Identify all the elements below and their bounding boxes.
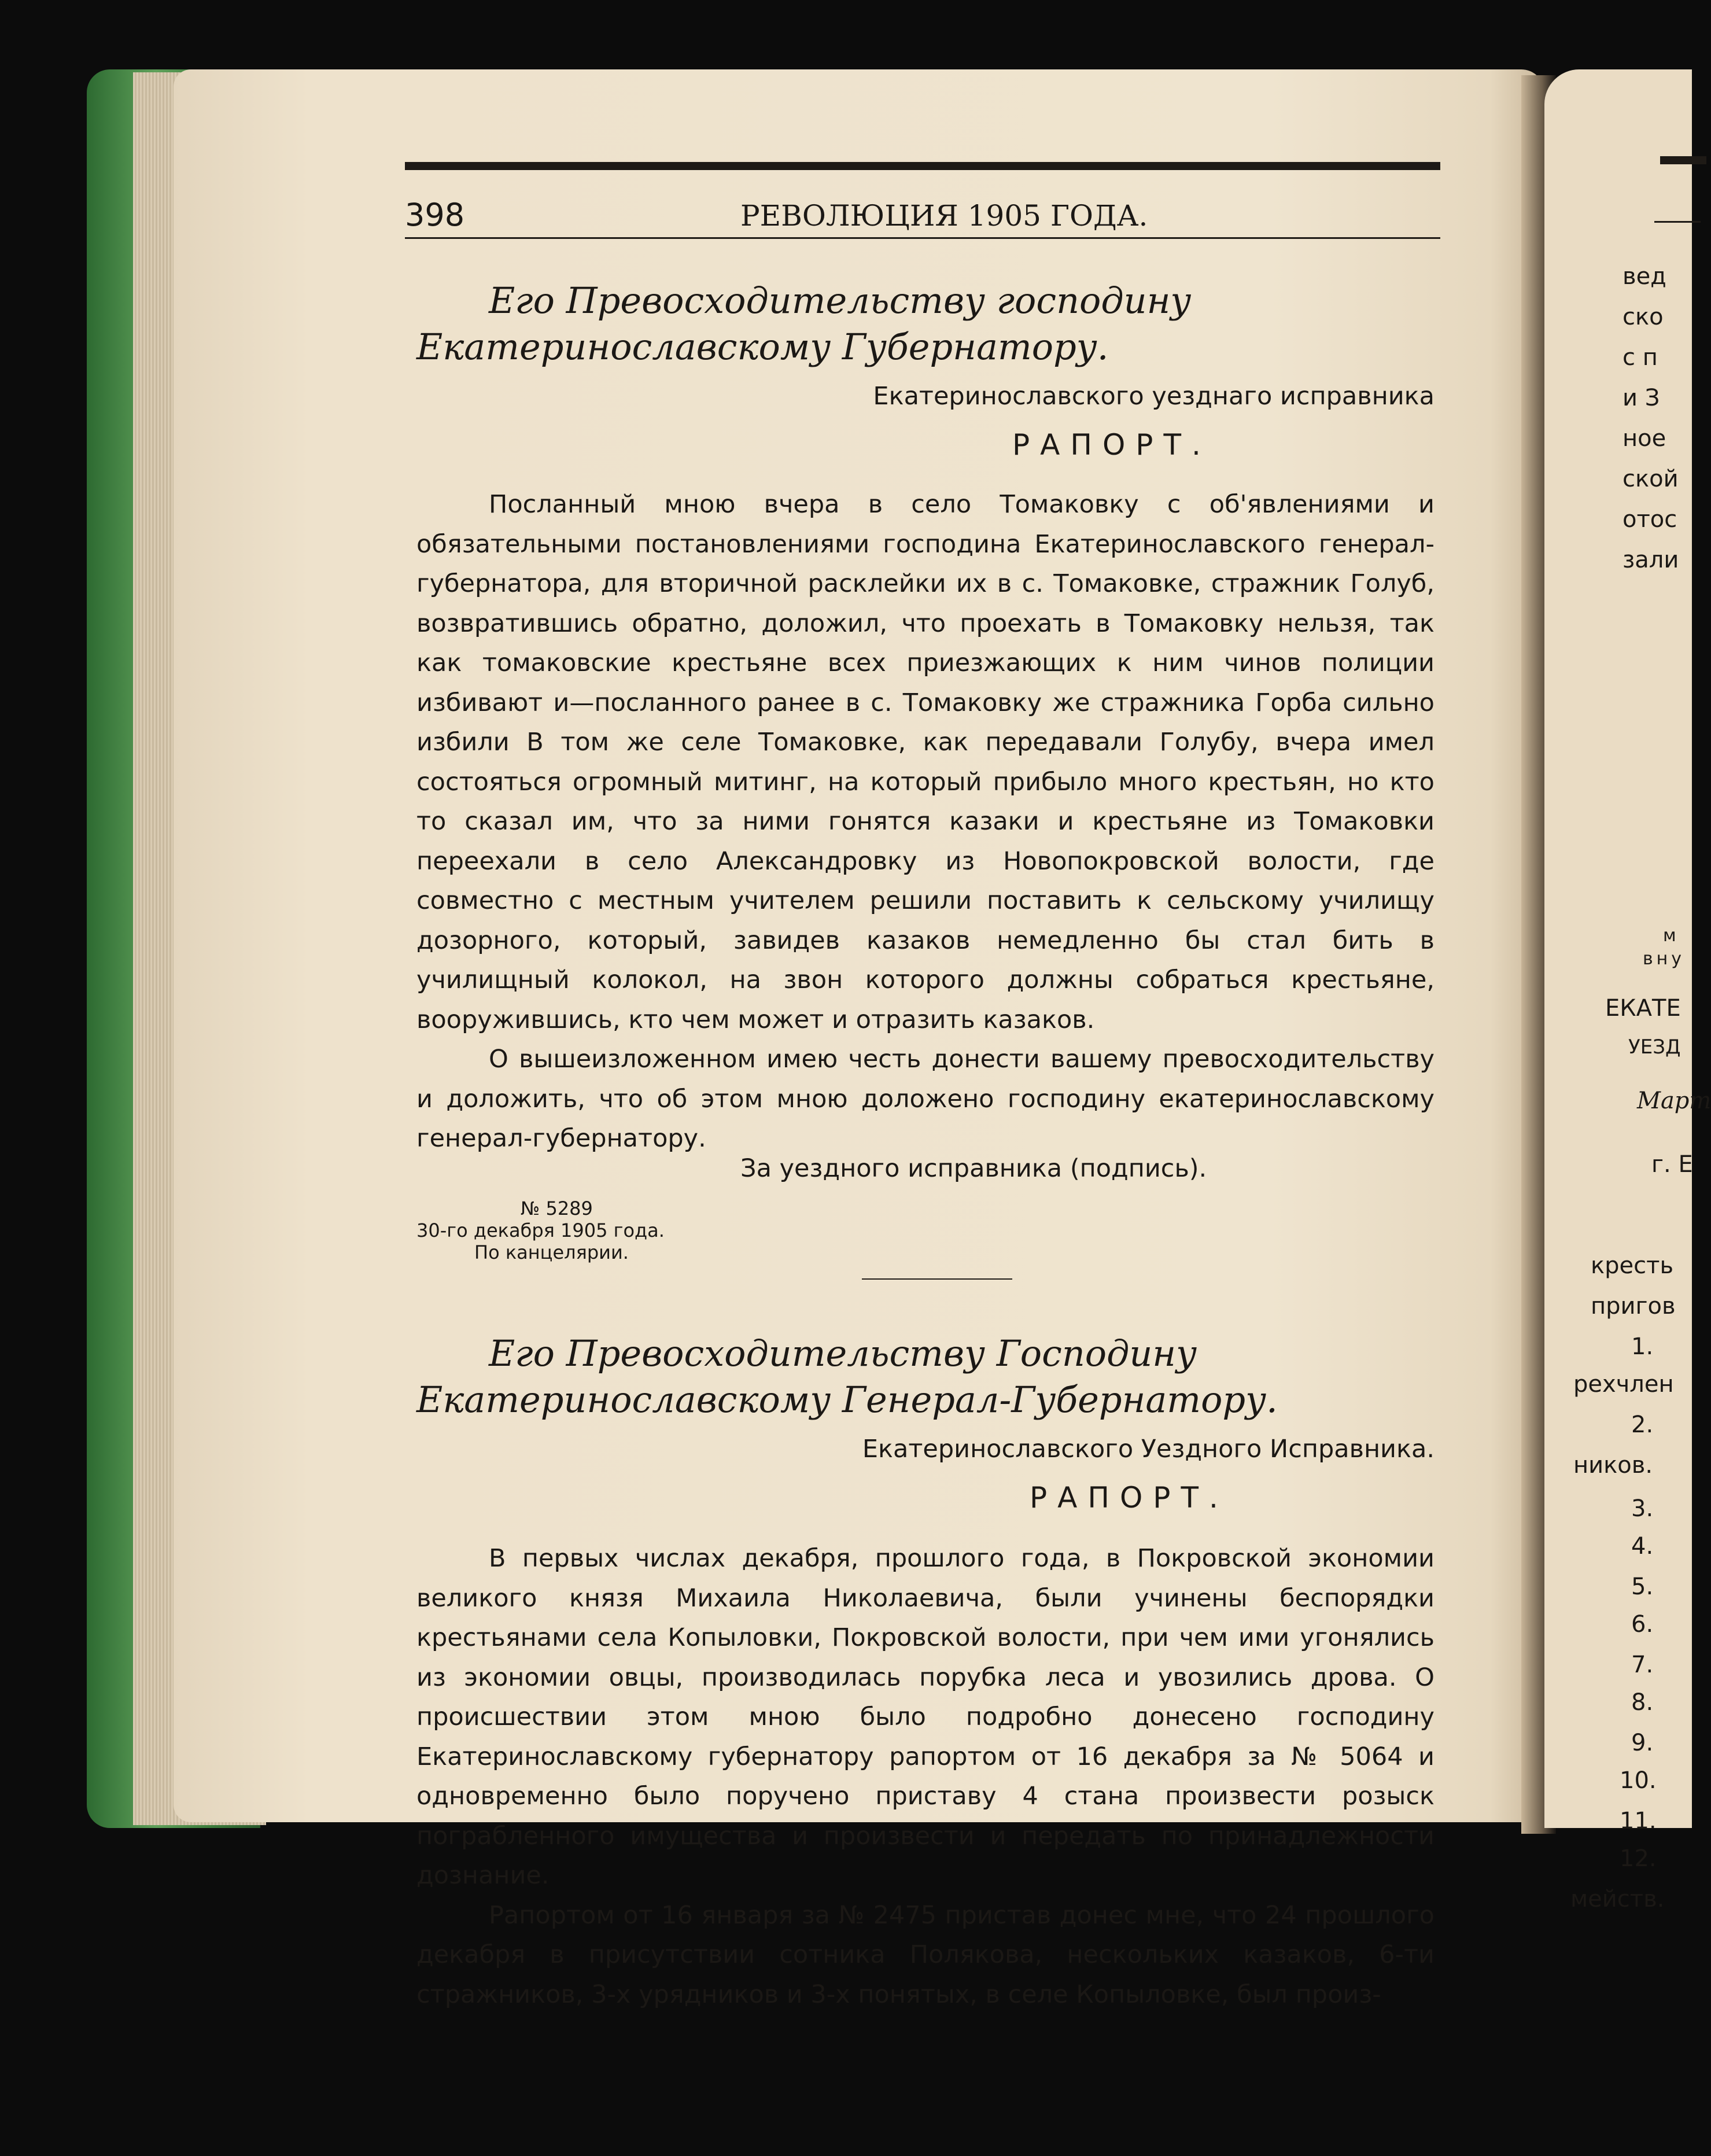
- report2-body: [416, 1539, 1435, 2014]
- right-fragment: рехчлен: [1573, 1371, 1674, 1398]
- report1-heading: РАПОРТ.: [1012, 428, 1211, 462]
- left-page: [174, 69, 1544, 2009]
- report2-paragraph: Рапортом от 16 января за № 2475 пристав донес мне, что 24 прошлого декабря в присутствии сотника Полякова, нескольких казаков, 6-ти стражников, 3-х урядников и 3-х понятых, в селе Копыловке, был произ-: [416, 1900, 1435, 2009]
- right-fragment: г. Е: [1651, 1151, 1693, 1178]
- right-fragment: с п: [1623, 344, 1658, 371]
- right-fragment: УЕЗД: [1628, 1035, 1681, 1059]
- right-fragment: ников.: [1573, 1452, 1653, 1479]
- report1-date: 30-го декабря 1905 года.: [416, 1219, 665, 1241]
- report1-office: По канцелярии.: [474, 1241, 629, 1263]
- section-divider: [862, 1278, 1012, 1280]
- right-fragment: 2.: [1631, 1411, 1654, 1438]
- right-fragment: кресть: [1591, 1252, 1674, 1279]
- right-fragment: ЕКАТЕ: [1605, 995, 1681, 1022]
- right-fragment: зали: [1623, 547, 1679, 573]
- right-fragment: 8.: [1631, 1689, 1654, 1716]
- right-fragment: м: [1663, 926, 1676, 946]
- running-header: [405, 191, 1440, 237]
- running-title: РЕВОЛЮЦИЯ 1905 ГОДА.: [740, 199, 1148, 233]
- page-number: 398: [405, 197, 465, 233]
- report1-from: Екатеринославского уезднаго исправника: [873, 382, 1435, 411]
- report2-from: Екатеринославского Уездного Исправника.: [862, 1435, 1435, 1464]
- header-bottom-rule: [405, 237, 1440, 239]
- right-fragment: 7.: [1631, 1652, 1654, 1678]
- report1-paragraph: О вышеизложенном имею честь донести вашему превосходительству и доложить, что об этом мною доложено господину екатеринославскому генерал-губернатору.: [416, 1045, 1435, 1153]
- right-fragment: 10.: [1620, 1767, 1657, 1794]
- right-fragment: ное: [1623, 425, 1666, 452]
- report1-signature: За уездного исправника (подпись).: [740, 1154, 1207, 1183]
- right-header-rule: [1660, 156, 1706, 164]
- report2-address: Его Превосходительству Господину Екатеринославскому Генерал-Губернатору.: [416, 1332, 1278, 1421]
- right-fragment: 12.: [1620, 1845, 1657, 1872]
- right-fragment: ской: [1623, 466, 1679, 492]
- right-fragment: вну: [1643, 949, 1686, 969]
- right-fragment: пригов: [1591, 1293, 1676, 1320]
- right-fragment: 9.: [1631, 1730, 1654, 1756]
- right-header-thin-rule: [1654, 221, 1701, 223]
- report1-number: № 5289: [521, 1197, 593, 1219]
- header-top-rule: [405, 162, 1440, 170]
- right-fragment: ско: [1623, 304, 1664, 330]
- right-fragment: 11.: [1620, 1808, 1657, 1834]
- right-fragment: 4.: [1631, 1533, 1654, 1560]
- report2-paragraph: В первых числах декабря, прошлого года, в Покровской экономии великого князя Михаила Николаевича, были учинены беспорядки крестьянами села Копыловки, Покровской волости, при чем ими угонялись из экономии овцы, производилась порубка леса и увозились дрова. О происшествии этом мною было подробно донесено господину Екатеринославскому губернатору рапортом от 16 декабря за № 5064 и одновременно было поручено приставу 4 стана произвести розыск пограбленного имущества и произвести и передать по принадлежности дознание.: [416, 1544, 1435, 1890]
- right-fragment: вед: [1623, 263, 1666, 290]
- report2-heading: РАПОРТ.: [1030, 1481, 1229, 1514]
- right-fragment: 3.: [1631, 1495, 1654, 1522]
- right-page: [1544, 69, 1711, 1912]
- report1-paragraph: Посланный мною вчера в село Томаковку с об'явлениями и обязательными постановлениями господина Екатеринославского генерал-губернатора, для вторичной расклейки их в с. Томаковке, стражник Голуб, возвратившись обратно, доложил, что проехать в Томаковку нельзя, так как томаковские крестьяне всех приезжающих к ним чинов полиции избивают и—посланного ранее в с. Томаковку же стражника Горба сильно избили В том же селе Томаковке, как передавали Голубу, вчера имел состояться огромный митинг, на который прибыло много крестьян, но кто то сказал им, что за ними гонятся казаки и крестьяне из Томаковки переехали в село Александровку из Новопокровской волости, где совместно с местным учителем решили поставить к сельскому училищу дозорного, который, завидев казаков немедленно бы стал бить в училищный колокол, на звон которого должны собраться крестьяне, вооружившись, кто чем может и отразить казаков.: [416, 490, 1435, 1034]
- report1-address: Его Превосходительству господину Екатеринославскому Губернатору.: [416, 279, 1192, 368]
- report1-body: [416, 485, 1435, 1159]
- right-fragment: 6.: [1631, 1611, 1654, 1638]
- right-fragment: 5.: [1631, 1573, 1654, 1600]
- right-fragment: Март: [1637, 1088, 1711, 1114]
- right-fragment: отос: [1623, 506, 1677, 533]
- right-fragment: мейств.: [1570, 1886, 1665, 1912]
- right-fragment: 1.: [1631, 1333, 1654, 1360]
- report1-footer: [416, 1197, 764, 1263]
- right-fragment: и З: [1623, 385, 1660, 411]
